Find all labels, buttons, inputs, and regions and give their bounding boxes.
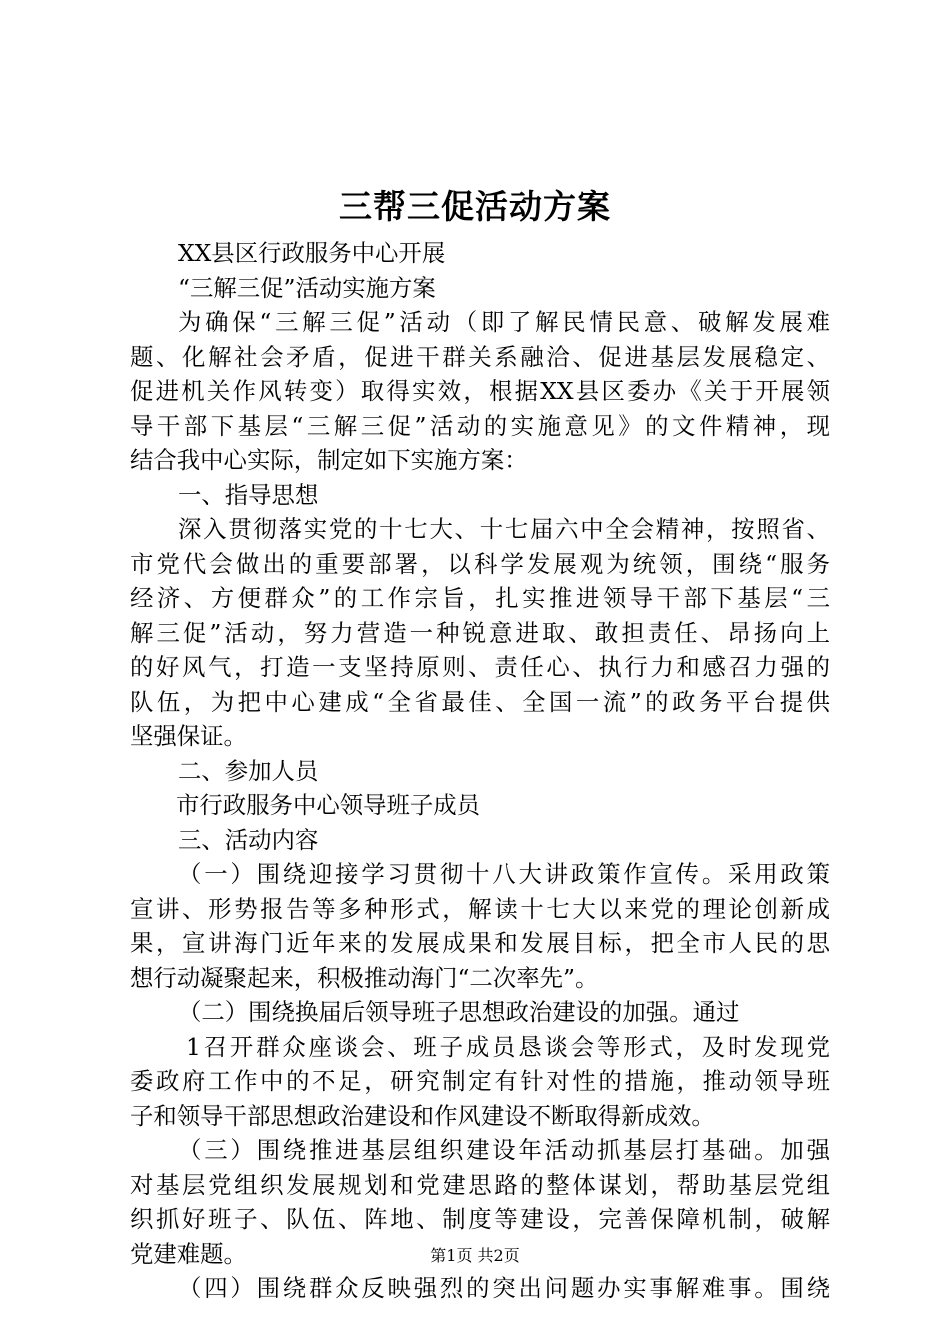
text-line: 题、化解社会矛盾，促进干群关系融洽、促进基层发展稳定、 [130,342,830,371]
text-line: 子和领导干部思想政治建设和作风建设不断取得新成效。 [130,1101,715,1130]
text-line: 结合我中心实际，制定如下实施方案： [130,446,528,474]
text-line: 织抓好班子、队伍、阵地、制度等建设，完善保障机制，破解 [130,1205,830,1233]
text-line: XX县区行政服务中心开展 [178,239,446,267]
text-line: 市行政服务中心领导班子成员 [176,791,481,819]
text-line: 为确保“三解三促”活动（即了解民情民意、破解发展难 [178,308,830,336]
text-line: （四）围绕群众反映强烈的突出问题办实事解难事。围绕 [178,1274,830,1302]
text-line: 坚强保证。 [130,722,247,750]
text-line: 队伍，为把中心建成“全省最佳、全国一流”的政务平台提供 [130,687,830,716]
document-title: 三帮三促活动方案 [339,187,611,226]
text-line: 果，宣讲海门近年来的发展成果和发展目标，把全市人民的思 [130,929,830,957]
document-body [130,236,830,1306]
text-line: 解三促”活动，努力营造一种锐意进取、敢担责任、昂扬向上 [130,618,830,647]
text-line: 三、活动内容 [178,825,319,854]
text-line: 市党代会做出的重要部署，以科学发展观为统领，围绕“服务 [130,549,830,578]
text-line: （一）围绕迎接学习贯彻十八大讲政策作宣传。采用政策 [178,860,830,888]
page-footer: 第1页 共2页 [430,1246,520,1265]
text-line: 的好风气，打造一支坚持原则、责任心、执行力和感召力强的 [130,653,830,681]
text-line: （二）围绕换届后领导班子思想政治建设的加强。通过 [178,998,740,1026]
text-line: 二、参加人员 [178,756,319,785]
text-line: 一、指导思想 [178,480,319,509]
text-line: 促进机关作风转变）取得实效，根据XX县区委办《关于开展领 [130,377,830,405]
text-line: 委政府工作中的不足，研究制定有针对性的措施，推动领导班 [130,1067,830,1095]
text-line: 对基层党组织发展规划和党建思路的整体谋划，帮助基层党组 [130,1170,830,1199]
text-line: 党建难题。 [130,1239,247,1268]
text-line: 导干部下基层“三解三促”活动的实施意见》的文件精神，现 [130,411,830,440]
text-line: （三）围绕推进基层组织建设年活动抓基层打基础。加强 [178,1136,830,1164]
text-line: 宣讲、形势报告等多种形式，解读十七大以来党的理论创新成 [130,894,830,923]
text-line: “三解三促”活动实施方案 [178,273,436,302]
text-line: 经济、方便群众”的工作宗旨，扎实推进领导干部下基层“三 [130,584,830,612]
text-line: 1召开群众座谈会、班子成员恳谈会等形式，及时发现党 [186,1032,830,1061]
text-line: 深入贯彻落实党的十七大、十七届六中全会精神，按照省、 [178,515,830,543]
text-line: 想行动凝聚起来，积极推动海门“二次率先”。 [130,963,599,992]
